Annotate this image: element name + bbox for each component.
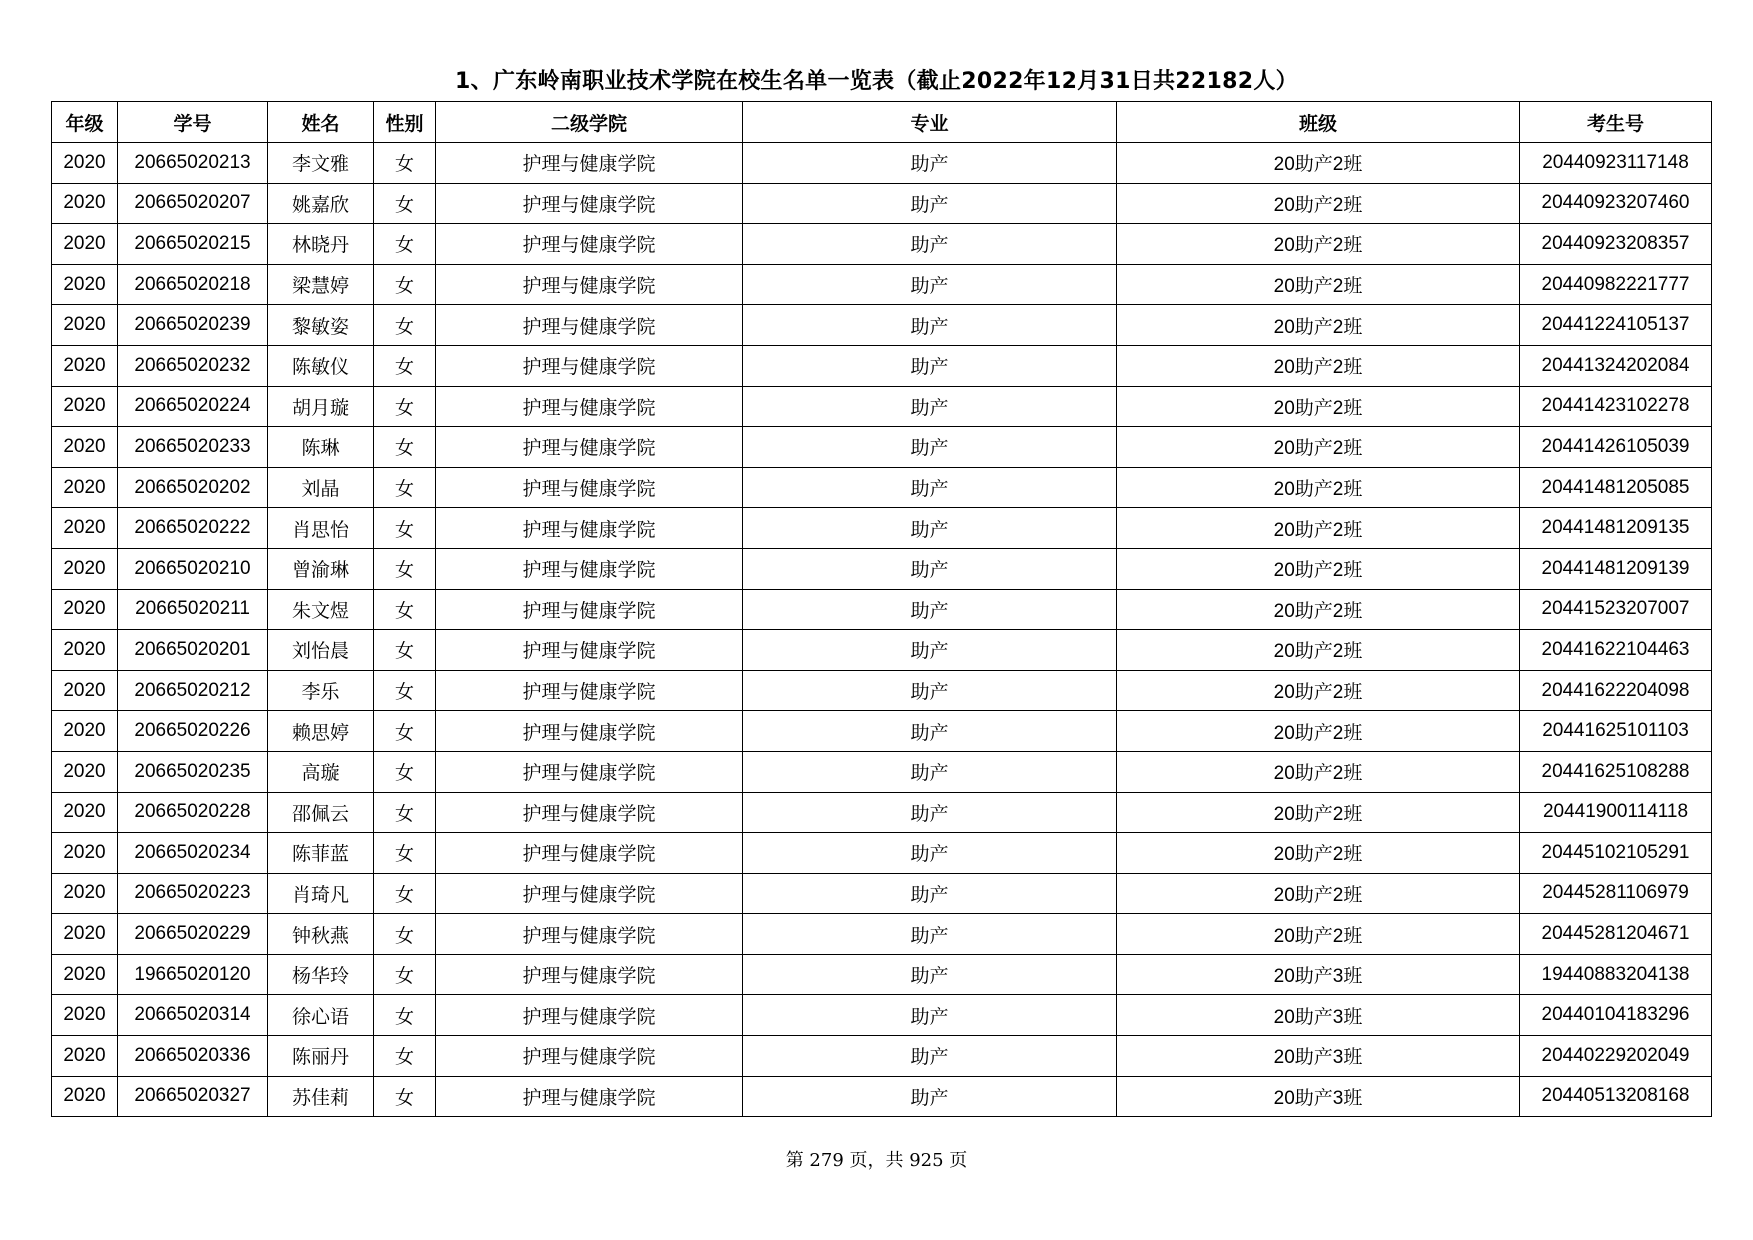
cell-college: 护理与健康学院 [436, 873, 743, 914]
header-student-id: 学号 [118, 102, 268, 143]
cell-college: 护理与健康学院 [436, 914, 743, 955]
cell-major: 助产 [743, 548, 1117, 589]
cell-grade: 2020 [52, 183, 118, 224]
cell-class: 20助产3班 [1117, 1036, 1520, 1077]
cell-major: 助产 [743, 1076, 1117, 1117]
cell-class: 20助产2班 [1117, 589, 1520, 630]
cell-student-id: 20665020336 [118, 1036, 268, 1077]
cell-name: 李乐 [268, 670, 374, 711]
table-row [52, 427, 1712, 468]
cell-exam-id: 20440104183296 [1520, 995, 1712, 1036]
cell-student-id: 20665020314 [118, 995, 268, 1036]
cell-class: 20助产2班 [1117, 183, 1520, 224]
cell-class: 20助产2班 [1117, 508, 1520, 549]
cell-gender: 女 [374, 386, 436, 427]
cell-college: 护理与健康学院 [436, 1076, 743, 1117]
cell-major: 助产 [743, 345, 1117, 386]
cell-exam-id: 20440229202049 [1520, 1036, 1712, 1077]
cell-gender: 女 [374, 792, 436, 833]
cell-name: 胡月璇 [268, 386, 374, 427]
table-row [52, 589, 1712, 630]
cell-name: 刘晶 [268, 467, 374, 508]
cell-gender: 女 [374, 873, 436, 914]
cell-student-id: 20665020222 [118, 508, 268, 549]
cell-student-id: 20665020211 [118, 589, 268, 630]
header-class: 班级 [1117, 102, 1520, 143]
cell-college: 护理与健康学院 [436, 508, 743, 549]
cell-grade: 2020 [52, 589, 118, 630]
cell-gender: 女 [374, 670, 436, 711]
cell-gender: 女 [374, 345, 436, 386]
header-name: 姓名 [268, 102, 374, 143]
cell-student-id: 20665020234 [118, 833, 268, 874]
cell-name: 肖思怡 [268, 508, 374, 549]
cell-grade: 2020 [52, 751, 118, 792]
cell-class: 20助产2班 [1117, 467, 1520, 508]
cell-gender: 女 [374, 264, 436, 305]
cell-gender: 女 [374, 589, 436, 630]
cell-name: 黎敏姿 [268, 305, 374, 346]
cell-college: 护理与健康学院 [436, 143, 743, 184]
student-roster-table [51, 101, 1712, 1117]
cell-name: 陈菲蓝 [268, 833, 374, 874]
table-row [52, 833, 1712, 874]
cell-gender: 女 [374, 305, 436, 346]
cell-college: 护理与健康学院 [436, 954, 743, 995]
cell-name: 苏佳莉 [268, 1076, 374, 1117]
cell-class: 20助产2班 [1117, 224, 1520, 265]
cell-college: 护理与健康学院 [436, 630, 743, 671]
cell-gender: 女 [374, 914, 436, 955]
cell-name: 朱文煜 [268, 589, 374, 630]
cell-major: 助产 [743, 508, 1117, 549]
cell-exam-id: 20441622104463 [1520, 630, 1712, 671]
cell-college: 护理与健康学院 [436, 467, 743, 508]
cell-name: 肖琦凡 [268, 873, 374, 914]
cell-grade: 2020 [52, 224, 118, 265]
cell-major: 助产 [743, 467, 1117, 508]
cell-college: 护理与健康学院 [436, 386, 743, 427]
cell-college: 护理与健康学院 [436, 345, 743, 386]
cell-exam-id: 20440513208168 [1520, 1076, 1712, 1117]
table-row [52, 345, 1712, 386]
header-college: 二级学院 [436, 102, 743, 143]
cell-major: 助产 [743, 305, 1117, 346]
cell-major: 助产 [743, 833, 1117, 874]
cell-major: 助产 [743, 873, 1117, 914]
cell-gender: 女 [374, 224, 436, 265]
cell-gender: 女 [374, 183, 436, 224]
cell-gender: 女 [374, 548, 436, 589]
cell-college: 护理与健康学院 [436, 751, 743, 792]
cell-exam-id: 20441625108288 [1520, 751, 1712, 792]
cell-grade: 2020 [52, 345, 118, 386]
cell-exam-id: 20445102105291 [1520, 833, 1712, 874]
table-row [52, 467, 1712, 508]
cell-exam-id: 20441523207007 [1520, 589, 1712, 630]
cell-college: 护理与健康学院 [436, 548, 743, 589]
cell-name: 姚嘉欣 [268, 183, 374, 224]
cell-grade: 2020 [52, 143, 118, 184]
cell-college: 护理与健康学院 [436, 711, 743, 752]
cell-student-id: 20665020235 [118, 751, 268, 792]
cell-student-id: 19665020120 [118, 954, 268, 995]
cell-gender: 女 [374, 995, 436, 1036]
cell-major: 助产 [743, 954, 1117, 995]
cell-major: 助产 [743, 224, 1117, 265]
table-row [52, 670, 1712, 711]
table-row [52, 954, 1712, 995]
cell-major: 助产 [743, 914, 1117, 955]
cell-exam-id: 20445281204671 [1520, 914, 1712, 955]
cell-grade: 2020 [52, 630, 118, 671]
cell-class: 20助产2班 [1117, 711, 1520, 752]
cell-college: 护理与健康学院 [436, 1036, 743, 1077]
cell-college: 护理与健康学院 [436, 995, 743, 1036]
cell-major: 助产 [743, 386, 1117, 427]
cell-class: 20助产3班 [1117, 954, 1520, 995]
cell-student-id: 20665020228 [118, 792, 268, 833]
cell-exam-id: 19440883204138 [1520, 954, 1712, 995]
table-row [52, 711, 1712, 752]
cell-exam-id: 20441481209135 [1520, 508, 1712, 549]
cell-grade: 2020 [52, 792, 118, 833]
cell-class: 20助产2班 [1117, 305, 1520, 346]
cell-gender: 女 [374, 143, 436, 184]
cell-college: 护理与健康学院 [436, 833, 743, 874]
cell-student-id: 20665020215 [118, 224, 268, 265]
cell-grade: 2020 [52, 833, 118, 874]
cell-exam-id: 20440923207460 [1520, 183, 1712, 224]
cell-grade: 2020 [52, 670, 118, 711]
table-row [52, 183, 1712, 224]
cell-college: 护理与健康学院 [436, 224, 743, 265]
cell-gender: 女 [374, 751, 436, 792]
cell-major: 助产 [743, 995, 1117, 1036]
cell-student-id: 20665020226 [118, 711, 268, 752]
cell-class: 20助产3班 [1117, 995, 1520, 1036]
cell-major: 助产 [743, 589, 1117, 630]
cell-class: 20助产2班 [1117, 548, 1520, 589]
cell-class: 20助产2班 [1117, 670, 1520, 711]
cell-name: 刘怡晨 [268, 630, 374, 671]
cell-major: 助产 [743, 427, 1117, 468]
cell-exam-id: 20440923208357 [1520, 224, 1712, 265]
cell-major: 助产 [743, 264, 1117, 305]
cell-college: 护理与健康学院 [436, 183, 743, 224]
cell-exam-id: 20441426105039 [1520, 427, 1712, 468]
cell-grade: 2020 [52, 1036, 118, 1077]
header-row [52, 102, 1712, 143]
cell-gender: 女 [374, 427, 436, 468]
cell-exam-id: 20441224105137 [1520, 305, 1712, 346]
cell-grade: 2020 [52, 711, 118, 752]
cell-student-id: 20665020229 [118, 914, 268, 955]
cell-name: 林晓丹 [268, 224, 374, 265]
table-row [52, 995, 1712, 1036]
cell-grade: 2020 [52, 305, 118, 346]
cell-class: 20助产2班 [1117, 264, 1520, 305]
header-exam-id: 考生号 [1520, 102, 1712, 143]
cell-student-id: 20665020201 [118, 630, 268, 671]
cell-grade: 2020 [52, 995, 118, 1036]
cell-student-id: 20665020202 [118, 467, 268, 508]
document-title: 1、广东岭南职业技术学院在校生名单一览表（截止2022年12月31日共22182人） [455, 69, 1298, 94]
cell-grade: 2020 [52, 467, 118, 508]
cell-class: 20助产3班 [1117, 1076, 1520, 1117]
cell-gender: 女 [374, 1036, 436, 1077]
cell-name: 陈琳 [268, 427, 374, 468]
cell-exam-id: 20440923117148 [1520, 143, 1712, 184]
cell-class: 20助产2班 [1117, 914, 1520, 955]
cell-class: 20助产2班 [1117, 386, 1520, 427]
cell-gender: 女 [374, 467, 436, 508]
header-gender: 性别 [374, 102, 436, 143]
cell-grade: 2020 [52, 386, 118, 427]
cell-name: 梁慧婷 [268, 264, 374, 305]
cell-major: 助产 [743, 630, 1117, 671]
table-header [52, 102, 1712, 143]
cell-name: 李文雅 [268, 143, 374, 184]
cell-grade: 2020 [52, 914, 118, 955]
cell-exam-id: 20441481205085 [1520, 467, 1712, 508]
cell-name: 高璇 [268, 751, 374, 792]
table-row [52, 548, 1712, 589]
table-row [52, 143, 1712, 184]
cell-major: 助产 [743, 670, 1117, 711]
cell-college: 护理与健康学院 [436, 792, 743, 833]
cell-exam-id: 20441481209139 [1520, 548, 1712, 589]
cell-name: 曾渝琳 [268, 548, 374, 589]
table-row [52, 264, 1712, 305]
cell-college: 护理与健康学院 [436, 670, 743, 711]
cell-student-id: 20665020233 [118, 427, 268, 468]
cell-name: 杨华玲 [268, 954, 374, 995]
table-row [52, 751, 1712, 792]
cell-college: 护理与健康学院 [436, 589, 743, 630]
cell-major: 助产 [743, 1036, 1117, 1077]
cell-major: 助产 [743, 143, 1117, 184]
cell-grade: 2020 [52, 508, 118, 549]
header-major: 专业 [743, 102, 1117, 143]
table-row [52, 873, 1712, 914]
cell-exam-id: 20440982221777 [1520, 264, 1712, 305]
table-row [52, 224, 1712, 265]
cell-name: 钟秋燕 [268, 914, 374, 955]
cell-student-id: 20665020207 [118, 183, 268, 224]
cell-student-id: 20665020212 [118, 670, 268, 711]
cell-student-id: 20665020327 [118, 1076, 268, 1117]
cell-gender: 女 [374, 711, 436, 752]
cell-major: 助产 [743, 183, 1117, 224]
cell-major: 助产 [743, 711, 1117, 752]
cell-student-id: 20665020239 [118, 305, 268, 346]
cell-class: 20助产2班 [1117, 792, 1520, 833]
cell-grade: 2020 [52, 427, 118, 468]
cell-student-id: 20665020223 [118, 873, 268, 914]
cell-name: 赖思婷 [268, 711, 374, 752]
cell-student-id: 20665020224 [118, 386, 268, 427]
cell-grade: 2020 [52, 1076, 118, 1117]
cell-exam-id: 20441625101103 [1520, 711, 1712, 752]
cell-grade: 2020 [52, 264, 118, 305]
cell-gender: 女 [374, 1076, 436, 1117]
cell-exam-id: 20441423102278 [1520, 386, 1712, 427]
cell-class: 20助产2班 [1117, 630, 1520, 671]
cell-grade: 2020 [52, 873, 118, 914]
header-grade: 年级 [52, 102, 118, 143]
cell-grade: 2020 [52, 548, 118, 589]
cell-gender: 女 [374, 630, 436, 671]
cell-name: 陈敏仪 [268, 345, 374, 386]
table-row [52, 1076, 1712, 1117]
cell-major: 助产 [743, 792, 1117, 833]
table-body [52, 143, 1712, 1117]
table-row [52, 386, 1712, 427]
cell-student-id: 20665020218 [118, 264, 268, 305]
cell-name: 徐心语 [268, 995, 374, 1036]
cell-college: 护理与健康学院 [436, 427, 743, 468]
cell-gender: 女 [374, 508, 436, 549]
cell-major: 助产 [743, 751, 1117, 792]
cell-name: 邵佩云 [268, 792, 374, 833]
table-row [52, 305, 1712, 346]
cell-exam-id: 20441900114118 [1520, 792, 1712, 833]
table-row [52, 914, 1712, 955]
cell-exam-id: 20441324202084 [1520, 345, 1712, 386]
cell-class: 20助产2班 [1117, 751, 1520, 792]
cell-exam-id: 20441622204098 [1520, 670, 1712, 711]
cell-class: 20助产2班 [1117, 833, 1520, 874]
cell-gender: 女 [374, 833, 436, 874]
cell-student-id: 20665020213 [118, 143, 268, 184]
cell-college: 护理与健康学院 [436, 264, 743, 305]
cell-exam-id: 20445281106979 [1520, 873, 1712, 914]
cell-class: 20助产2班 [1117, 345, 1520, 386]
cell-class: 20助产2班 [1117, 427, 1520, 468]
cell-student-id: 20665020232 [118, 345, 268, 386]
table-row [52, 508, 1712, 549]
cell-gender: 女 [374, 954, 436, 995]
table-row [52, 792, 1712, 833]
cell-student-id: 20665020210 [118, 548, 268, 589]
table-row [52, 1036, 1712, 1077]
cell-class: 20助产2班 [1117, 873, 1520, 914]
cell-grade: 2020 [52, 954, 118, 995]
cell-name: 陈丽丹 [268, 1036, 374, 1077]
table-row [52, 630, 1712, 671]
cell-college: 护理与健康学院 [436, 305, 743, 346]
page-footer: 第 279 页，共 925 页 [785, 1150, 968, 1171]
cell-class: 20助产2班 [1117, 143, 1520, 184]
